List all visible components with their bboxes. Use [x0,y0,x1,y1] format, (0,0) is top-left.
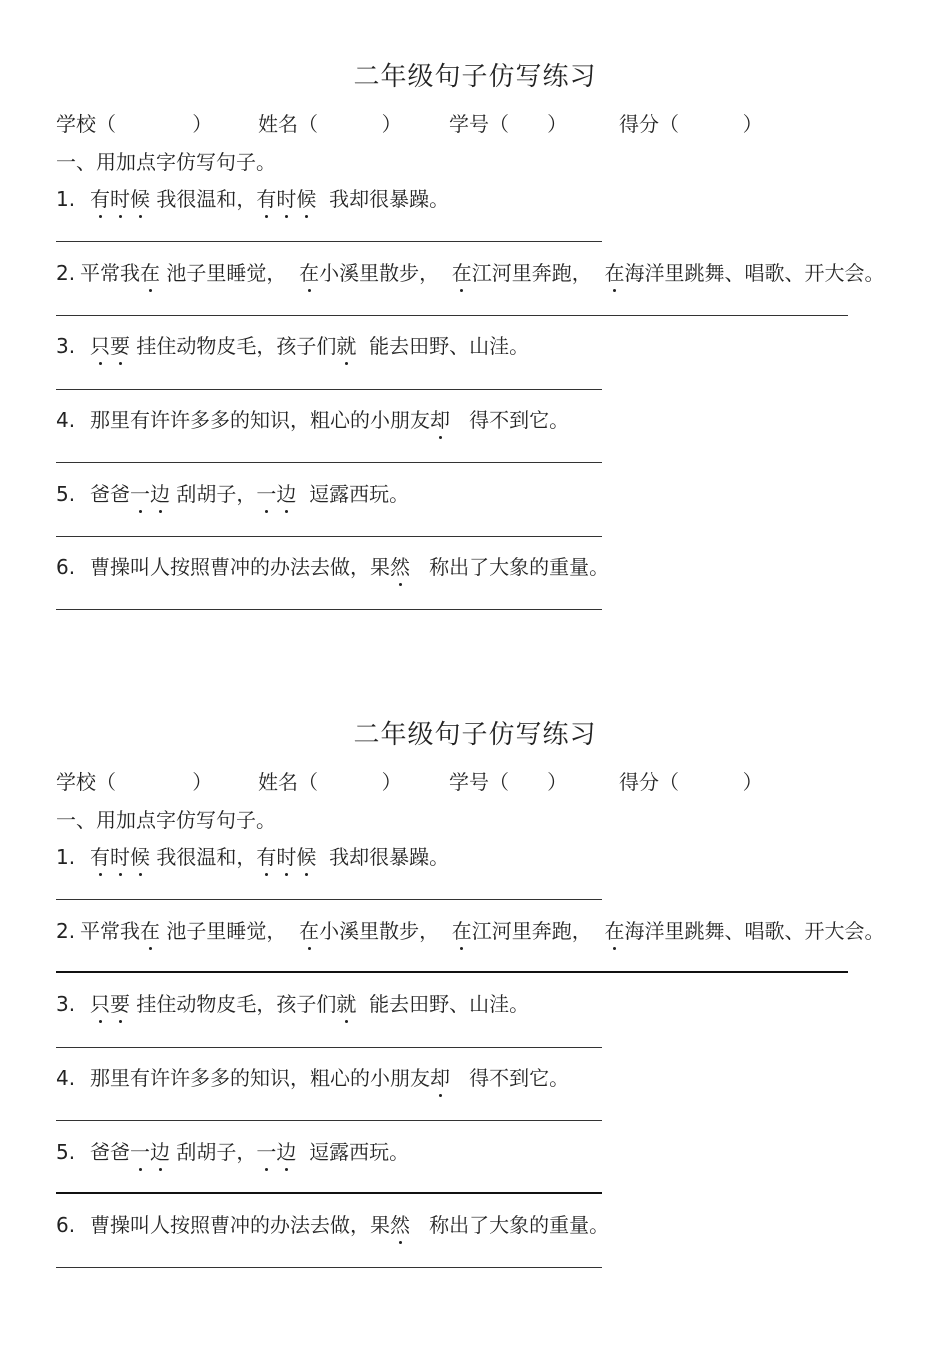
question-5 [56,1136,409,1165]
question-4 [56,404,569,433]
sentence-text: 江河里奔跑， [471,919,605,943]
emphasized-word: 有时候 [256,845,316,869]
emphasis-dot [308,947,311,950]
emphasized-word: 只要 [90,334,130,358]
emphasis-dot [305,215,308,218]
sentence-text: 得不到它。 [450,408,570,432]
sentence-text: 刮胡子， [170,1140,257,1164]
emphasized-word: 只要 [90,992,130,1016]
emphasis-dot [99,873,102,876]
emphasis-dot [285,873,288,876]
question-2 [56,257,885,286]
sentence-text: 称出了大象的重量。 [410,555,610,579]
sentence-text: 称出了大象的重量。 [410,1213,610,1237]
question-number: 1. [56,187,76,211]
emphasis-dot [439,436,442,439]
emphasized-word: 一边 [130,482,170,506]
worksheet-title: 二年级句子仿写练习 [353,62,597,92]
emphasis-dot [285,215,288,218]
emphasized-word: 在 [452,919,472,943]
sentence-text: 我很温和， [150,187,257,211]
sentence-text: 池子里睡觉， [160,919,300,943]
emphasis-dot [149,289,152,292]
name-field[interactable]: 姓名（ ） [258,770,402,794]
emphasis-dot [399,583,402,586]
score-field[interactable]: 得分（ ） [619,770,763,794]
answer-line-3[interactable] [56,389,602,390]
answer-line-3[interactable] [56,1047,602,1048]
question-1 [56,841,449,870]
question-number: 2. [56,261,76,285]
emphasis-dot [265,510,268,513]
answer-line-4[interactable] [56,1120,602,1121]
emphasized-word: 然 [390,555,410,579]
emphasis-dot [119,362,122,365]
section-heading: 一、用加点字仿写句子。 [56,808,276,832]
sentence-text: 海洋里跳舞、唱歌、开大会。 [624,919,885,943]
question-6 [56,1209,609,1238]
emphasis-dot [139,510,142,513]
emphasis-dot [613,289,616,292]
question-6 [56,551,609,580]
sentence-text: 曹操叫人按照曹冲的办法去做，果 [90,1213,390,1237]
emphasis-dot [99,1020,102,1023]
worksheet-title: 二年级句子仿写练习 [353,720,597,750]
worksheet-1 [0,0,950,640]
answer-line-6[interactable] [56,1267,602,1268]
name-field[interactable]: 姓名（ ） [258,112,402,136]
emphasized-word: 有时候 [90,845,150,869]
emphasized-word: 然 [390,1213,410,1237]
emphasis-dot [460,289,463,292]
sentence-text: 逗露西玩。 [296,482,410,506]
emphasis-dot [139,1168,142,1171]
question-number: 2. [56,919,76,943]
question-3 [56,988,529,1017]
answer-line-1[interactable] [56,241,602,242]
emphasis-dot [308,289,311,292]
emphasis-dot [139,873,142,876]
question-number: 4. [56,1066,76,1090]
sentence-text: 爸爸 [90,482,130,506]
emphasized-word: 就 [336,334,356,358]
emphasis-dot [399,1241,402,1244]
sentence-text: 能去田野、山洼。 [356,334,530,358]
answer-line-5[interactable] [56,1192,602,1194]
emphasized-word: 一边 [256,482,296,506]
emphasized-word: 却 [430,408,450,432]
answer-line-2[interactable] [56,315,848,316]
sentence-text: 小溪里散步， [319,261,452,285]
emphasis-dot [265,215,268,218]
worksheet-2 [0,658,950,1298]
emphasis-dot [285,510,288,513]
section-heading: 一、用加点字仿写句子。 [56,150,276,174]
emphasized-word: 在 [140,261,160,285]
emphasis-dot [119,873,122,876]
emphasis-dot [149,947,152,950]
emphasized-word: 在 [140,919,160,943]
answer-line-1[interactable] [56,899,602,900]
question-number: 4. [56,408,76,432]
question-4 [56,1062,569,1091]
emphasis-dot [159,510,162,513]
sentence-text: 能去田野、山洼。 [356,992,530,1016]
sentence-text: 我很温和， [150,845,257,869]
emphasis-dot [119,1020,122,1023]
answer-line-4[interactable] [56,462,602,463]
school-field[interactable]: 学校（ ） [56,770,213,794]
question-number: 6. [56,555,76,579]
emphasized-word: 在 [299,261,319,285]
emphasis-dot [99,215,102,218]
emphasized-word: 却 [430,1066,450,1090]
emphasis-dot [439,1094,442,1097]
emphasized-word: 在 [605,919,625,943]
sentence-text: 刮胡子， [170,482,257,506]
sentence-text: 我却很暴躁。 [316,187,450,211]
score-field[interactable]: 得分（ ） [619,112,763,136]
emphasized-word: 有时候 [90,187,150,211]
emphasized-word: 在 [452,261,472,285]
sentence-text: 得不到它。 [450,1066,570,1090]
emphasis-dot [139,215,142,218]
emphasis-dot [285,1168,288,1171]
question-number: 5. [56,1140,76,1164]
question-number: 1. [56,845,76,869]
emphasis-dot [460,947,463,950]
question-number: 3. [56,992,76,1016]
sentence-text: 那里有许许多多的知识，粗心的小朋友 [90,1066,430,1090]
sentence-text: 江河里奔跑， [471,261,605,285]
emphasis-dot [305,873,308,876]
student-no-field[interactable]: 学号（ ） [449,112,568,136]
emphasized-word: 在 [299,919,319,943]
answer-line-2[interactable] [56,971,848,973]
sentence-text: 池子里睡觉， [160,261,300,285]
emphasized-word: 就 [336,992,356,1016]
question-number: 5. [56,482,76,506]
sentence-text: 海洋里跳舞、唱歌、开大会。 [624,261,885,285]
question-3 [56,330,529,359]
sentence-text: 平常我 [80,919,140,943]
answer-line-6[interactable] [56,609,602,610]
sentence-text: 曹操叫人按照曹冲的办法去做，果 [90,555,390,579]
sentence-text: 那里有许许多多的知识，粗心的小朋友 [90,408,430,432]
question-1 [56,183,449,212]
emphasis-dot [119,215,122,218]
question-number: 3. [56,334,76,358]
emphasis-dot [99,362,102,365]
sentence-text: 挂住动物皮毛，孩子们 [130,992,337,1016]
emphasized-word: 在 [605,261,625,285]
sentence-text: 挂住动物皮毛，孩子们 [130,334,337,358]
emphasis-dot [159,1168,162,1171]
emphasis-dot [345,362,348,365]
school-field[interactable]: 学校（ ） [56,112,213,136]
emphasis-dot [265,873,268,876]
sentence-text: 爸爸 [90,1140,130,1164]
emphasis-dot [265,1168,268,1171]
emphasized-word: 一边 [256,1140,296,1164]
answer-line-5[interactable] [56,536,602,537]
question-number: 6. [56,1213,76,1237]
question-5 [56,478,409,507]
emphasis-dot [345,1020,348,1023]
sentence-text: 逗露西玩。 [296,1140,410,1164]
sentence-text: 我却很暴躁。 [316,845,450,869]
student-no-field[interactable]: 学号（ ） [449,770,568,794]
sentence-text: 平常我 [80,261,140,285]
emphasized-word: 有时候 [256,187,316,211]
emphasized-word: 一边 [130,1140,170,1164]
question-2 [56,915,885,944]
emphasis-dot [613,947,616,950]
sentence-text: 小溪里散步， [319,919,452,943]
